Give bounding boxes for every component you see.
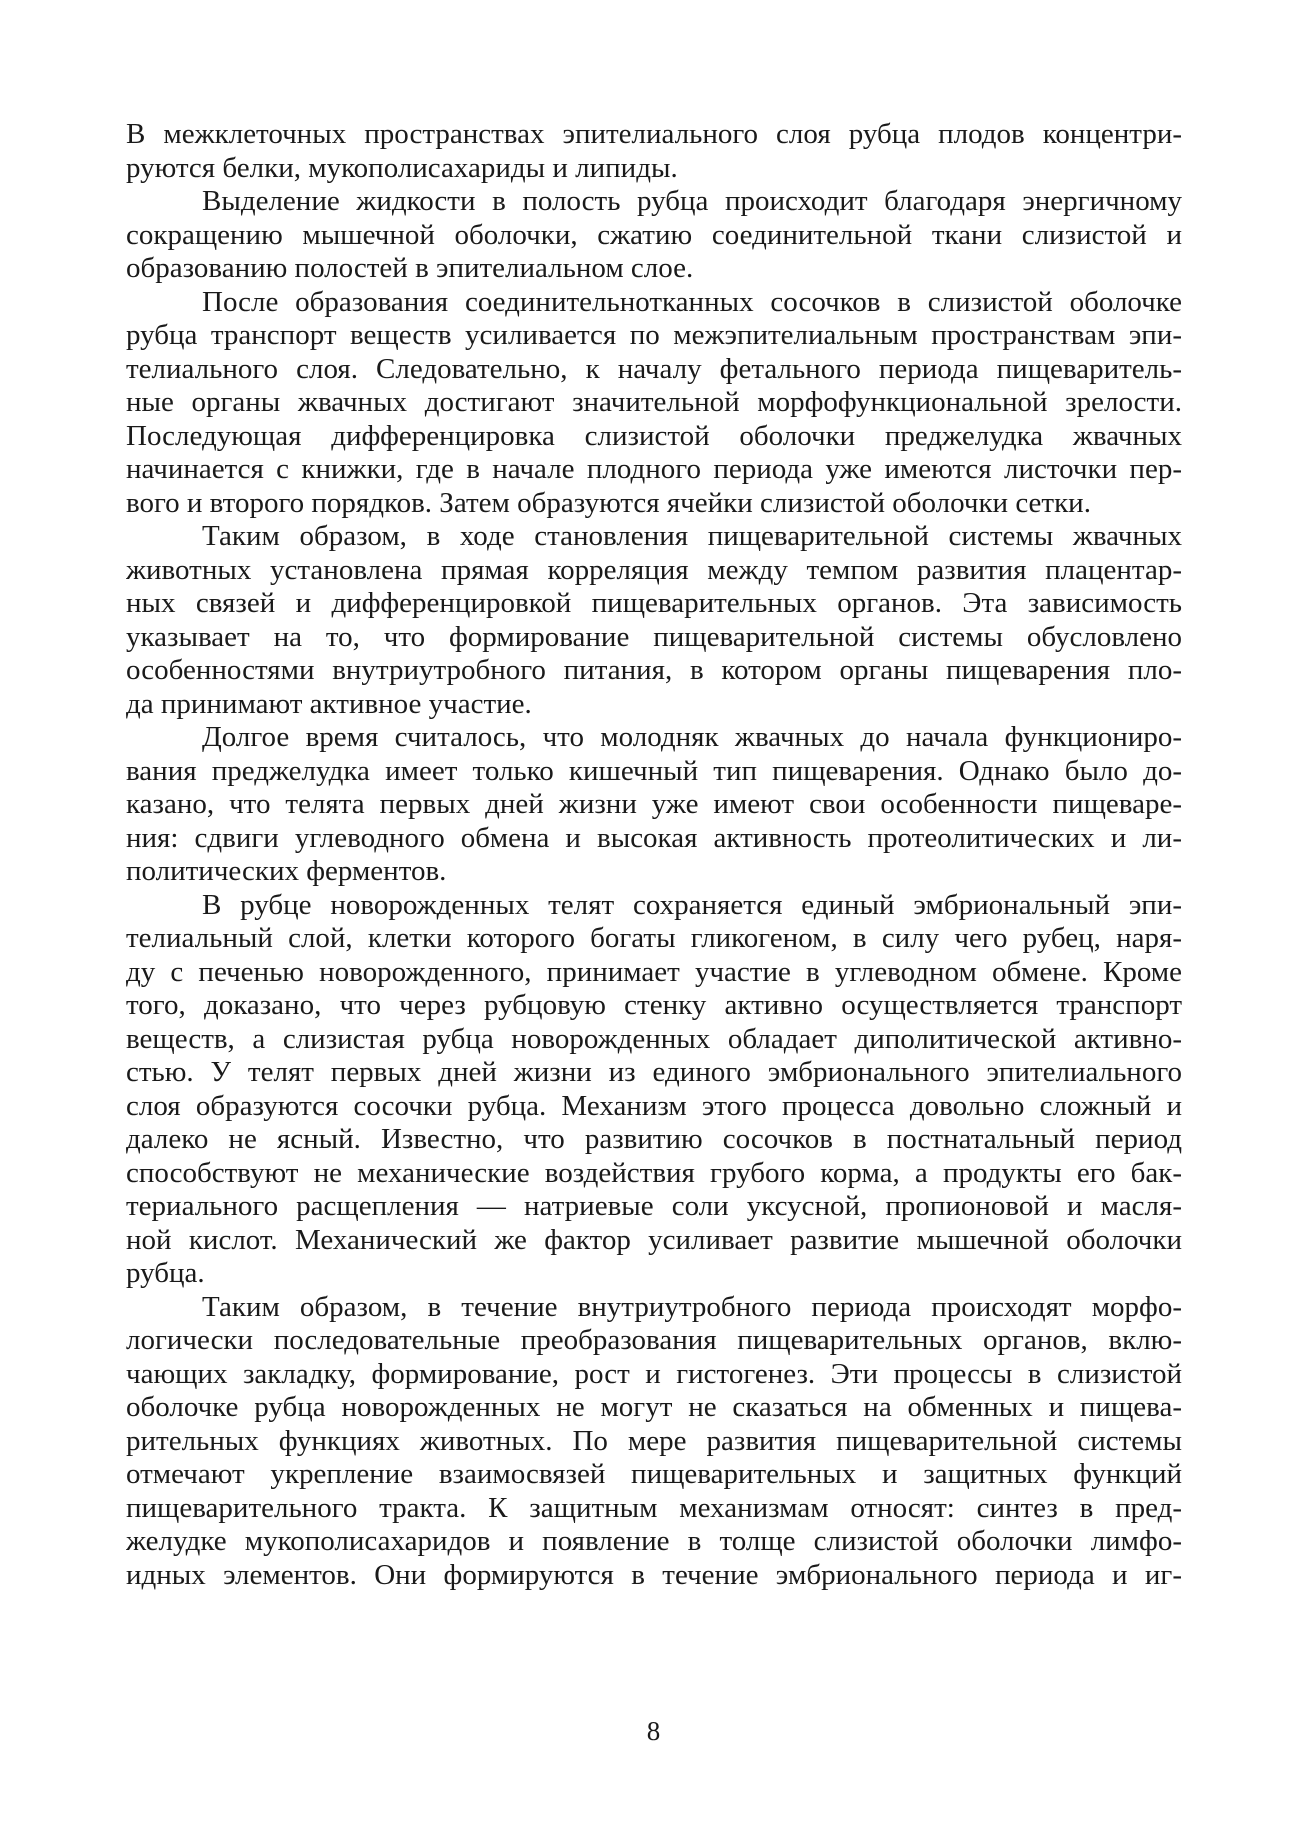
text-line: оболочке рубца новорожденных не могут не сказаться на обменных и пищева- — [126, 1391, 1182, 1423]
text-line: сокращению мышечной оболочки, сжатию соединительной ткани слизистой и — [126, 218, 1182, 251]
text-line: политических ферментов. — [126, 855, 447, 887]
text-line: ных связей и дифференцировкой пищеварительных органов. Эта зависимость — [126, 587, 1182, 619]
text-line: териального расщепления — натриевые соли уксусной, пропионовой и масля- — [126, 1190, 1182, 1222]
paragraph — [126, 721, 1182, 889]
page-number: 8 — [646, 1716, 661, 1746]
text-line: Таким образом, в ходе становления пищеварительной системы жвачных — [202, 520, 1182, 552]
text-line: пищеварительного тракта. К защитным механизмам относят: синтез в пред- — [126, 1491, 1182, 1524]
text-line: телиальный слой, клетки которого богаты гликогеном, в силу чего рубец, наря- — [126, 922, 1182, 954]
text-line: идных элементов. Они формируются в течение эмбрионального периода и иг- — [126, 1558, 1182, 1591]
text-line: начинается с книжки, где в начале плодного периода уже имеются листочки пер- — [126, 453, 1182, 485]
text-line: телиального слоя. Следовательно, к началу фетального периода пищеваритель- — [126, 352, 1182, 385]
paragraph — [126, 286, 1182, 521]
text-line: желудке мукополисахаридов и появление в толще слизистой оболочки лимфо- — [126, 1525, 1182, 1557]
text-line: животных установлена прямая корреляция между темпом развития плацентар- — [126, 553, 1182, 586]
text-line: казано, что телята первых дней жизни уже имеют свои особенности пищеваре- — [126, 788, 1182, 820]
text-line: Последующая дифференцировка слизистой оболочки преджелудка жвачных — [126, 419, 1182, 452]
text-line: логически последовательные преобразования пищеварительных органов, вклю- — [126, 1324, 1182, 1356]
text-line: образованию полостей в эпителиальном слое. — [126, 252, 694, 284]
text-line: ния: сдвиги углеводного обмена и высокая активность протеолитических и ли- — [126, 821, 1182, 854]
text-line: В межклеточных пространствах эпителиального слоя рубца плодов концентри- — [126, 118, 1182, 150]
text-line: того, доказано, что через рубцовую стенку активно осуществляется транспорт — [126, 989, 1182, 1021]
text-line: Выделение жидкости в полость рубца происходит благодаря энергичному — [202, 185, 1182, 217]
text-line: стью. У телят первых дней жизни из единого эмбрионального эпителиального — [126, 1056, 1182, 1088]
text-line: рительных функциях животных. По мере развития пищеварительной системы — [126, 1424, 1182, 1457]
text-line: отмечают укрепление взаимосвязей пищеварительных и защитных функций — [126, 1458, 1182, 1490]
text-line: Таким образом, в течение внутриутробного периода происходят морфо- — [202, 1290, 1182, 1323]
text-line: Долгое время считалось, что молодняк жвачных до начала функциониро- — [202, 721, 1182, 753]
text-line: указывает на то, что формирование пищеварительной системы обусловлено — [126, 620, 1182, 653]
text-line: чающих закладку, формирование, рост и гистогенез. Эти процессы в слизистой — [126, 1357, 1182, 1390]
text-line: рубца транспорт веществ усиливается по межэпителиальным пространствам эпи- — [126, 319, 1182, 351]
text-line: да принимают активное участие. — [126, 687, 532, 720]
paragraph — [126, 118, 1182, 185]
text-line: После образования соединительнотканных сосочков в слизистой оболочке — [202, 285, 1182, 318]
text-line: особенностями внутриутробного питания, в котором органы пищеварения пло- — [126, 654, 1182, 686]
text-line: вания преджелудка имеет только кишечный тип пищеварения. Однако было до- — [126, 754, 1182, 787]
text-line: ной кислот. Механический же фактор усиливает развитие мышечной оболочки — [126, 1223, 1182, 1256]
text-line: способствуют не механические воздействия грубого корма, а продукты его бак- — [126, 1156, 1182, 1189]
text-line: далеко не ясный. Известно, что развитию сосочков в постнатальный период — [126, 1123, 1182, 1155]
text-line: веществ, а слизистая рубца новорожденных обладает диполитической активно- — [126, 1022, 1182, 1055]
body-text — [126, 118, 1182, 1592]
text-line: ные органы жвачных достигают значительной морфофункциональной зрелости. — [126, 386, 1182, 418]
text-line: вого и второго порядков. Затем образуются ячейки слизистой оболочки сетки. — [126, 486, 1091, 519]
text-line: слоя образуются сосочки рубца. Механизм этого процесса довольно сложный и — [126, 1089, 1182, 1122]
text-line: руются белки, мукополисахариды и липиды. — [126, 151, 678, 184]
text-line: рубца. — [126, 1257, 205, 1289]
paragraph — [126, 185, 1182, 286]
paragraph — [126, 1291, 1182, 1593]
text-line: В рубце новорожденных телят сохраняется единый эмбриональный эпи- — [202, 888, 1182, 921]
text-line: ду с печенью новорожденного, принимает участие в углеводном обмене. Кроме — [126, 955, 1182, 988]
paragraph — [126, 520, 1182, 721]
paragraph — [126, 889, 1182, 1291]
